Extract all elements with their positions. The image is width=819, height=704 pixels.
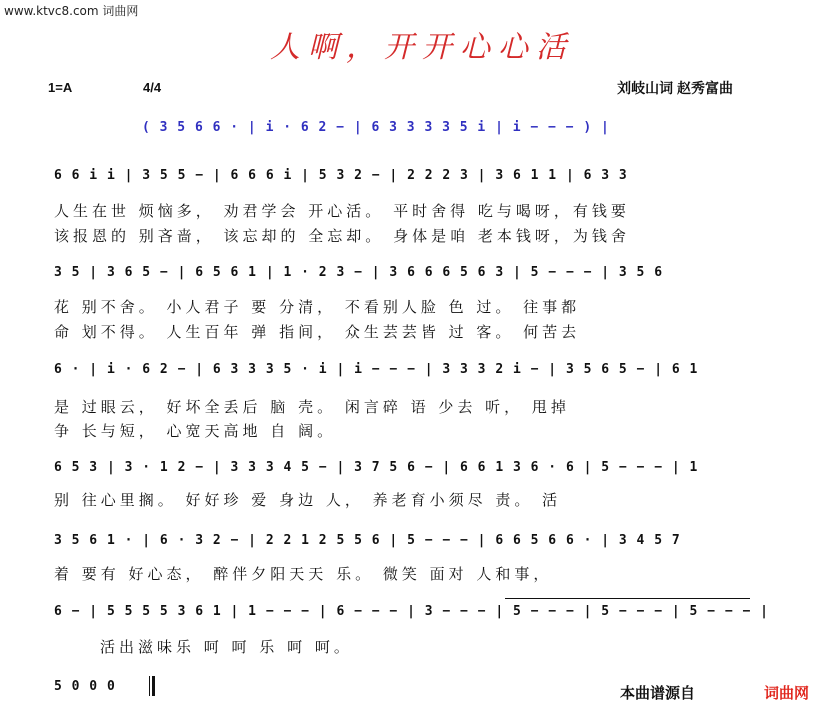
final-barline [149, 676, 155, 696]
credits: 刘岐山词 赵秀富曲 [617, 80, 733, 96]
ending-notation: 5 0 0 0 [54, 679, 116, 694]
source-label: 本曲谱源自 [619, 684, 695, 702]
lyric-line-6-verse-1: 活出滋味乐 呵 呵 乐 呵 呵。 [100, 638, 353, 656]
lyric-line-3-verse-2: 争 长与短， 心宽天高地 自 阔。 [54, 422, 337, 440]
notation-line-5: 3 5 6 1 · | 6 · 3 2 − | 2 2 1 2 5 5 6 | 5 − − − | 6 6 5 6 6 · | 3 4 5 7 [54, 533, 681, 548]
tie-line [505, 598, 750, 599]
intro-notation: ( 3 5 6 6 · | i · 6 2 − | 6 3 3 3 3 5 i | i − − − ) | [142, 120, 610, 135]
notation-line-4: 6 5 3 | 3 · 1 2 − | 3 3 3 4 5 − | 3 7 5 6 − | 6 6 1 3 6 · 6 | 5 − − − | 1 [54, 460, 699, 475]
lyric-line-2-verse-1: 花 别不舍。 小人君子 要 分清， 不看别人脸 色 过。 往事都 [54, 298, 581, 316]
lyric-line-2-verse-2: 命 划不得。 人生百年 弹 指间， 众生芸芸皆 过 客。 何苦去 [54, 323, 581, 341]
notation-line-3: 6 · | i · 6 2 − | 6 3 3 3 5 · i | i − − − | 3 3 3 2 i − | 3 5 6 5 − | 6 1 [54, 362, 699, 377]
key-signature: 1=A [48, 80, 73, 95]
lyric-line-3-verse-1: 是 过眼云， 好坏全丢后 脑 壳。 闲言碎 语 少去 听， 甩掉 [54, 398, 570, 416]
notation-line-2: 3 5 | 3 6 5 − | 6 5 6 1 | 1 · 2 3 − | 3 6 6 6 5 6 3 | 5 − − − | 3 5 6 [54, 265, 664, 280]
notation-line-1: 6 6 i i | 3 5 5 − | 6 6 6 i | 5 3 2 − | 2 2 2 3 | 3 6 1 1 | 6 3 3 [54, 168, 628, 183]
lyric-line-1-verse-1: 人生在世 烦恼多， 劝君学会 开心活。 平时舍得 吃与喝呀，有钱要 [54, 202, 630, 220]
site-watermark: www.ktvc8.com 词曲网 [4, 4, 139, 18]
song-title: 人啊，开开心心活 [270, 30, 574, 65]
lyric-line-4-verse-1: 别 往心里搁。 好好珍 爱 身边 人， 养老育小须尽 责。 活 [54, 491, 562, 509]
site-logo[interactable]: 词曲网 [763, 684, 809, 702]
lyric-line-1-verse-2: 该报恩的 别吝啬， 该忘却的 全忘却。 身体是咱 老本钱呀，为钱舍 [54, 227, 630, 245]
lyric-line-5-verse-1: 着 要有 好心态， 醉伴夕阳天天 乐。 微笑 面对 人和事， [54, 565, 553, 583]
time-signature: 4/4 [143, 80, 162, 95]
notation-line-6: 6 − | 5 5 5 5 3 6 1 | 1 − − − | 6 − − − | 3 − − − | 5 − − − | 5 − − − | 5 − − − | [54, 604, 769, 619]
